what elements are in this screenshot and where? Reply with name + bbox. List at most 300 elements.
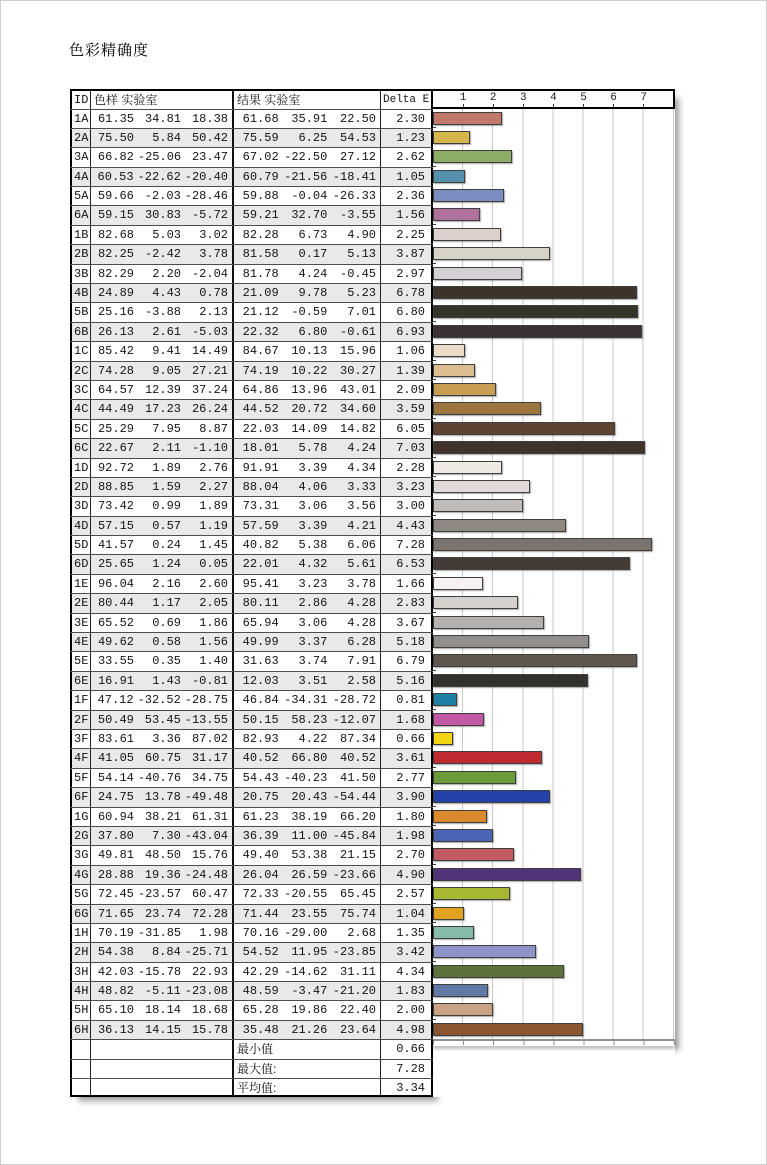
delta-e-bar — [433, 131, 470, 144]
sample-lab-value: 1.89 — [152, 460, 181, 475]
chart-row — [433, 962, 675, 981]
result-lab-value: 65.94 — [242, 615, 279, 630]
result-lab-value: 7.01 — [347, 305, 377, 320]
result-lab-value: -34.31 — [284, 693, 328, 708]
axis-tick-mark — [553, 104, 554, 107]
sample-lab-value: -2.03 — [144, 189, 181, 204]
sample-lab-values — [91, 924, 234, 942]
sample-lab-value: 15.78 — [191, 1022, 228, 1037]
axis-tick-mark — [463, 104, 464, 107]
result-lab-values — [234, 1021, 381, 1039]
row-id: 6D — [70, 555, 91, 573]
result-lab-value: 21.26 — [291, 1022, 328, 1037]
sample-lab-value: 3.36 — [152, 732, 181, 746]
delta-e-value: 2.57 — [381, 885, 433, 903]
sample-lab-values — [91, 672, 234, 690]
delta-e-bar — [433, 364, 475, 377]
result-lab-value: 21.15 — [340, 848, 377, 863]
row-id: 6G — [70, 905, 91, 923]
delta-e-bar — [433, 674, 588, 687]
result-lab-value: 6.06 — [347, 538, 377, 553]
delta-e-bar — [433, 189, 504, 202]
sample-lab-value: 60.94 — [97, 809, 134, 824]
result-lab-value: 95.41 — [242, 576, 279, 591]
row-id: 3E — [70, 614, 91, 632]
sample-lab-value: 48.50 — [144, 848, 181, 863]
sample-lab-value: -2.04 — [191, 266, 228, 281]
result-lab-value: 22.01 — [242, 557, 279, 572]
delta-e-bar — [433, 383, 496, 396]
table-row — [70, 574, 675, 593]
sample-lab-value: 87.02 — [191, 732, 228, 746]
result-lab-values — [234, 536, 381, 554]
delta-e-bar — [433, 557, 630, 570]
sample-lab-value: 33.55 — [97, 654, 134, 669]
axis-tick-label: 4 — [550, 92, 557, 104]
sample-lab-value: 59.15 — [97, 208, 134, 223]
result-lab-values — [234, 148, 381, 166]
sample-lab-value: 61.31 — [191, 809, 228, 824]
sample-lab-value: 37.80 — [97, 828, 134, 843]
sample-lab-values — [91, 943, 234, 961]
row-id: 2H — [70, 943, 91, 961]
delta-e-value: 0.66 — [381, 730, 433, 748]
sample-lab-value: 18.38 — [191, 111, 228, 126]
result-lab-value: 9.78 — [298, 286, 328, 301]
sample-lab-values — [91, 439, 234, 457]
summary-id-cell — [70, 1079, 91, 1095]
delta-e-bar — [433, 635, 589, 648]
delta-e-bar — [433, 344, 465, 357]
sample-lab-value: 28.88 — [97, 867, 134, 882]
delta-e-value: 7.03 — [381, 439, 433, 457]
row-id: 2A — [70, 129, 91, 147]
result-lab-value: -40.23 — [284, 770, 328, 785]
sample-lab-value: 18.68 — [191, 1003, 228, 1018]
chart-row — [433, 516, 675, 535]
sample-lab-value: 49.81 — [97, 848, 134, 863]
sample-lab-value: -2.42 — [144, 247, 181, 262]
sample-lab-values — [91, 517, 234, 535]
result-lab-value: -26.33 — [332, 189, 377, 204]
sample-lab-value: -0.81 — [191, 673, 228, 688]
table-row — [70, 942, 675, 961]
sample-lab-values — [91, 885, 234, 903]
result-lab-values — [234, 342, 381, 360]
axis-tick-label: 5 — [580, 92, 587, 104]
row-id: 3B — [70, 265, 91, 283]
result-lab-value: 20.75 — [242, 790, 279, 805]
table-row — [70, 981, 675, 1000]
result-lab-value: 81.78 — [242, 266, 279, 281]
delta-e-value: 1.80 — [381, 808, 433, 826]
chart-row — [433, 380, 675, 399]
row-id: 2F — [70, 711, 91, 729]
result-lab-value: 12.03 — [242, 673, 279, 688]
delta-e-bar — [433, 751, 542, 764]
sample-lab-value: 2.20 — [152, 266, 181, 281]
sample-lab-value: -15.78 — [137, 964, 182, 979]
chart-row — [433, 981, 675, 1000]
row-id: 5C — [70, 420, 91, 438]
result-lab-values — [234, 575, 381, 593]
delta-e-value: 2.62 — [381, 148, 433, 166]
result-lab-values — [234, 245, 381, 263]
result-lab-values — [234, 187, 381, 205]
chart-row — [433, 787, 675, 806]
sample-lab-value: -1.10 — [191, 441, 228, 456]
sample-lab-value: -13.55 — [184, 712, 228, 727]
row-id: 4D — [70, 517, 91, 535]
result-lab-value: 43.01 — [340, 382, 377, 397]
table-row — [70, 768, 675, 787]
table-row — [70, 632, 675, 651]
sample-lab-value: 0.35 — [152, 654, 181, 669]
chart-row — [433, 807, 675, 826]
chart-row — [433, 690, 675, 709]
chart-row — [433, 671, 675, 690]
table-row — [70, 419, 675, 438]
result-lab-value: 75.74 — [340, 906, 377, 921]
sample-lab-value: 1.89 — [199, 499, 228, 514]
delta-e-value: 1.98 — [381, 827, 433, 845]
sample-lab-value: 36.13 — [97, 1022, 134, 1037]
chart-row — [433, 109, 675, 128]
sample-lab-value: -43.04 — [184, 828, 228, 843]
sample-lab-value: 34.75 — [191, 770, 228, 785]
delta-e-value: 2.00 — [381, 1001, 433, 1019]
row-id: 2G — [70, 827, 91, 845]
delta-e-value: 6.93 — [381, 323, 433, 341]
result-lab-value: -0.61 — [340, 324, 377, 339]
header-result-lab: 结果 实验室 — [234, 91, 381, 109]
delta-e-bar — [433, 228, 501, 241]
sample-lab-value: -32.52 — [137, 693, 181, 708]
result-lab-value: 88.04 — [242, 479, 279, 494]
result-lab-values — [234, 963, 381, 981]
sample-lab-value: 7.30 — [151, 828, 181, 843]
axis-tick-label: 1 — [459, 92, 467, 104]
result-lab-value: -21.56 — [284, 169, 328, 184]
result-lab-value: 4.24 — [298, 266, 328, 281]
delta-e-bar — [433, 693, 457, 706]
sample-lab-value: 0.05 — [199, 557, 228, 572]
axis-tick-label: 6 — [610, 92, 617, 104]
result-lab-value: 35.48 — [242, 1022, 279, 1037]
sample-lab-value: 3.78 — [199, 247, 228, 262]
summary-empty-cell — [91, 1060, 234, 1078]
result-lab-value: 3.78 — [347, 576, 377, 591]
result-lab-value: 67.02 — [242, 150, 279, 165]
sample-lab-values — [91, 362, 234, 380]
table-row — [70, 671, 675, 690]
sample-lab-value: 18.14 — [144, 1003, 181, 1018]
summary-value: 0.66 — [381, 1040, 433, 1058]
header-delta-e: Delta E — [381, 91, 433, 109]
delta-e-bar — [433, 713, 484, 726]
result-lab-values — [234, 982, 381, 1000]
sample-lab-value: 15.76 — [191, 848, 228, 863]
sample-lab-value: 7.95 — [152, 421, 181, 436]
sample-lab-values — [91, 168, 234, 186]
result-lab-value: 50.15 — [242, 712, 279, 727]
chart-row — [433, 1000, 675, 1019]
delta-e-value: 7.28 — [381, 536, 433, 554]
result-lab-value: -54.44 — [332, 790, 377, 805]
sample-lab-value: 59.66 — [97, 189, 134, 204]
row-id: 5H — [70, 1001, 91, 1019]
result-lab-value: 4.90 — [347, 227, 377, 242]
table-row — [70, 264, 675, 283]
result-lab-value: 21.12 — [242, 305, 279, 320]
sample-lab-values — [91, 633, 234, 651]
result-lab-value: 44.52 — [242, 402, 279, 417]
summary-empty-cell — [91, 1040, 234, 1058]
summary-empty-cell — [91, 1079, 234, 1095]
delta-e-bar — [433, 848, 514, 861]
result-lab-values — [234, 362, 381, 380]
result-lab-value: 74.19 — [242, 363, 279, 378]
table-row — [70, 244, 675, 263]
sample-lab-value: 4.43 — [152, 286, 181, 301]
result-lab-value: 20.72 — [291, 402, 328, 417]
result-lab-values — [234, 400, 381, 418]
sample-lab-value: 1.24 — [152, 557, 181, 572]
result-lab-value: 84.67 — [242, 344, 279, 359]
sample-lab-value: 48.82 — [97, 984, 134, 999]
sample-lab-values — [91, 323, 234, 341]
sample-lab-values — [91, 265, 234, 283]
result-lab-value: 66.20 — [340, 809, 377, 824]
chart-row — [433, 923, 675, 942]
sample-lab-value: 1.45 — [199, 538, 228, 553]
row-id: 4G — [70, 866, 91, 884]
summary-id-cell — [70, 1040, 91, 1058]
result-lab-value: 49.40 — [242, 848, 279, 863]
row-id: 3D — [70, 497, 91, 515]
result-lab-value: 75.59 — [242, 130, 279, 145]
sample-lab-value: -22.62 — [137, 169, 181, 184]
axis-tick-label: 2 — [489, 92, 497, 104]
row-id: 5D — [70, 536, 91, 554]
delta-e-bar — [433, 325, 642, 338]
table-row — [70, 651, 675, 670]
delta-e-value: 3.90 — [381, 788, 433, 806]
sample-lab-values — [91, 1021, 234, 1039]
result-lab-value: 13.96 — [291, 382, 328, 397]
delta-e-value: 1.05 — [381, 168, 433, 186]
sample-lab-value: 1.43 — [152, 673, 181, 688]
delta-e-value: 1.68 — [381, 711, 433, 729]
row-id: 1G — [70, 808, 91, 826]
result-lab-values — [234, 206, 381, 224]
delta-e-bar — [433, 150, 512, 163]
row-id: 4C — [70, 400, 91, 418]
chart-row — [433, 128, 675, 147]
chart-row — [433, 264, 675, 283]
delta-e-bar — [433, 538, 652, 551]
result-lab-values — [234, 497, 381, 515]
result-lab-value: 11.00 — [291, 828, 328, 843]
sample-lab-values — [91, 459, 234, 477]
sample-lab-values — [91, 400, 234, 418]
sample-lab-value: 65.52 — [97, 615, 134, 630]
delta-e-bar — [433, 790, 550, 803]
sample-lab-value: 2.11 — [152, 441, 181, 456]
sample-lab-values — [91, 982, 234, 1000]
sample-lab-value: 0.57 — [152, 518, 181, 533]
delta-e-bar — [433, 577, 483, 590]
chart-row — [433, 458, 675, 477]
result-lab-value: -0.59 — [291, 305, 328, 320]
sample-lab-value: 66.82 — [97, 150, 134, 165]
sample-lab-value: 2.61 — [152, 324, 181, 339]
chart-row — [433, 186, 675, 205]
row-id: 5E — [70, 652, 91, 670]
delta-e-bar — [433, 422, 615, 435]
result-lab-value: 35.91 — [291, 111, 328, 126]
sample-lab-value: -28.75 — [184, 693, 228, 708]
sample-lab-value: 50.42 — [191, 130, 228, 145]
delta-e-value: 6.53 — [381, 555, 433, 573]
result-lab-values — [234, 517, 381, 535]
result-lab-value: 65.45 — [340, 887, 377, 902]
sample-lab-values — [91, 652, 234, 670]
delta-e-value: 4.98 — [381, 1021, 433, 1039]
sample-lab-values — [91, 226, 234, 244]
summary-label: 最小值 — [234, 1040, 381, 1058]
delta-e-value: 1.23 — [381, 129, 433, 147]
sample-lab-value: 24.75 — [97, 790, 134, 805]
result-lab-values — [234, 555, 381, 573]
result-lab-values — [234, 691, 381, 709]
row-id: 5B — [70, 303, 91, 321]
row-id: 3H — [70, 963, 91, 981]
sample-lab-value: 22.67 — [97, 441, 134, 456]
result-lab-value: 4.28 — [347, 615, 377, 630]
table-row — [70, 807, 675, 826]
result-lab-value: 81.58 — [242, 247, 279, 262]
sample-lab-value: 82.29 — [97, 266, 134, 281]
sample-lab-values — [91, 614, 234, 632]
result-lab-value: -0.04 — [291, 189, 328, 204]
sample-lab-value: -23.57 — [137, 887, 182, 902]
result-lab-values — [234, 652, 381, 670]
result-lab-value: 4.21 — [347, 518, 377, 533]
sample-lab-values — [91, 575, 234, 593]
table-row — [70, 535, 675, 554]
result-lab-value: 3.39 — [298, 460, 328, 475]
delta-e-bar — [433, 926, 474, 939]
delta-e-bar — [433, 984, 488, 997]
sample-lab-value: 2.27 — [199, 479, 228, 494]
chart-row — [433, 361, 675, 380]
result-lab-value: -3.55 — [340, 208, 377, 223]
result-lab-value: 58.23 — [291, 712, 328, 727]
sample-lab-value: 23.47 — [191, 150, 228, 165]
row-id: 1B — [70, 226, 91, 244]
sample-lab-values — [91, 963, 234, 981]
result-lab-value: 40.82 — [242, 538, 279, 553]
sample-lab-values — [91, 303, 234, 321]
result-lab-value: 48.59 — [242, 984, 279, 999]
sample-lab-values — [91, 769, 234, 787]
table-row — [70, 884, 675, 903]
sample-lab-value: 75.50 — [97, 130, 134, 145]
result-lab-value: 4.06 — [298, 479, 328, 494]
table-row — [70, 128, 675, 147]
chart-footer — [433, 1039, 675, 1058]
sample-lab-value: -20.40 — [184, 169, 228, 184]
delta-e-bar — [433, 829, 493, 842]
sample-lab-values — [91, 1001, 234, 1019]
sample-lab-value: 61.35 — [97, 111, 134, 126]
result-lab-value: -20.55 — [284, 887, 328, 902]
result-lab-value: 70.16 — [242, 925, 279, 940]
row-id: 2C — [70, 362, 91, 380]
sample-lab-value: 0.78 — [199, 286, 228, 301]
sample-lab-value: 14.49 — [191, 344, 228, 359]
result-lab-value: 41.50 — [340, 770, 377, 785]
result-lab-value: 59.88 — [242, 189, 279, 204]
sample-lab-values — [91, 206, 234, 224]
result-lab-value: -14.62 — [284, 964, 328, 979]
result-lab-value: 65.28 — [242, 1003, 279, 1018]
table-row — [70, 361, 675, 380]
result-lab-value: 6.80 — [298, 324, 328, 339]
sample-lab-value: 80.44 — [97, 596, 134, 611]
sample-lab-value: 96.04 — [97, 576, 134, 591]
sample-lab-value: -31.85 — [137, 925, 182, 940]
row-id: 2D — [70, 478, 91, 496]
table-row — [70, 690, 675, 709]
result-lab-values — [234, 788, 381, 806]
result-lab-values — [234, 827, 381, 845]
result-lab-value: 22.32 — [242, 324, 279, 339]
delta-e-bar — [433, 286, 637, 299]
result-lab-values — [234, 129, 381, 147]
sample-lab-value: 60.53 — [97, 169, 134, 184]
table-row — [70, 109, 675, 128]
axis-tick-mark — [523, 104, 524, 107]
result-lab-values — [234, 168, 381, 186]
sample-lab-value: 19.36 — [144, 867, 181, 882]
delta-e-value: 6.79 — [381, 652, 433, 670]
result-lab-value: 73.31 — [242, 499, 279, 514]
sample-lab-value: 65.10 — [97, 1003, 134, 1018]
summary-id-cell — [70, 1060, 91, 1078]
chart-row — [433, 632, 675, 651]
axis-tick-mark — [583, 104, 584, 107]
delta-e-value: 3.61 — [381, 749, 433, 767]
result-lab-values — [234, 808, 381, 826]
sample-lab-value: -23.08 — [184, 984, 228, 999]
color-accuracy-table — [70, 89, 675, 1097]
result-lab-value: 4.24 — [347, 441, 377, 456]
result-lab-values — [234, 749, 381, 767]
result-lab-value: 6.73 — [298, 227, 328, 242]
row-id: 4H — [70, 982, 91, 1000]
result-lab-values — [234, 284, 381, 302]
result-lab-value: 3.39 — [298, 518, 328, 533]
result-lab-values — [234, 323, 381, 341]
delta-e-bar — [433, 480, 530, 493]
result-lab-value: 4.28 — [347, 596, 377, 611]
table-row — [70, 613, 675, 632]
result-lab-value: 66.80 — [291, 751, 328, 766]
chart-row — [433, 574, 675, 593]
summary-value: 3.34 — [381, 1079, 433, 1095]
